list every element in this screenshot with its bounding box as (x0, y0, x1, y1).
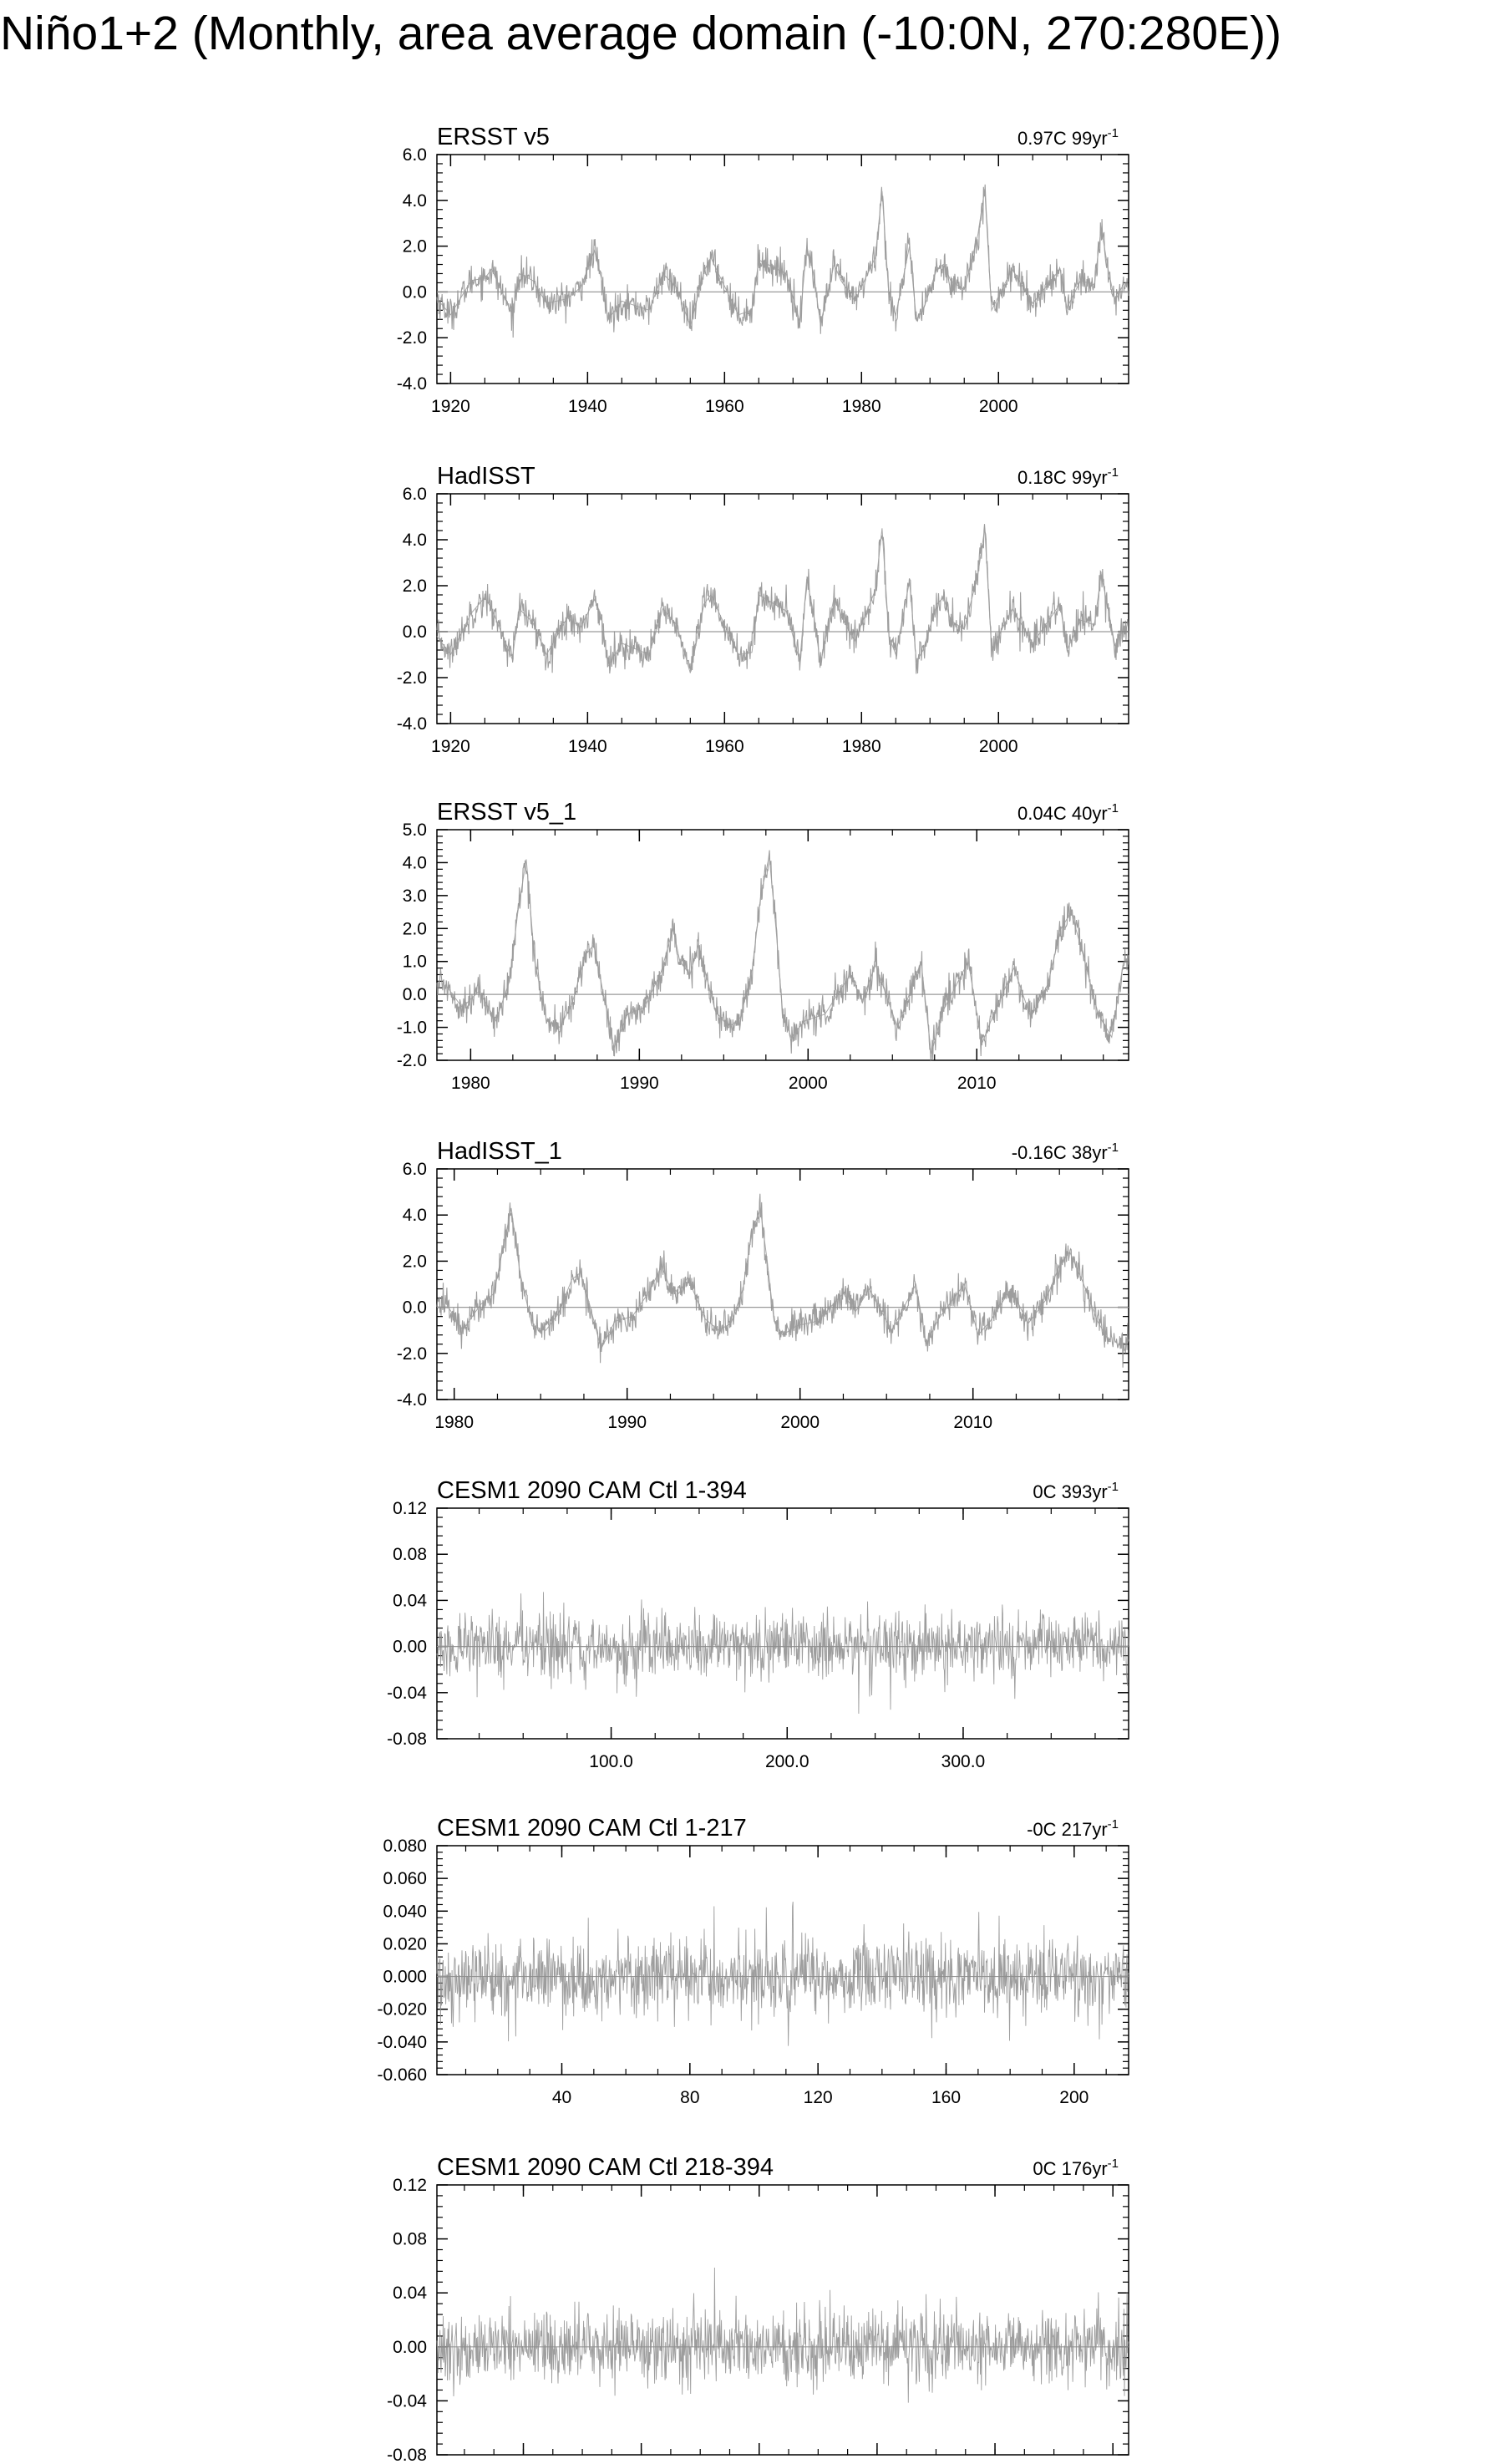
trend-label: 0.18C $99yr^{-1}$ (1018, 465, 1119, 488)
y-tick-label: -4.0 (396, 1390, 427, 1410)
series-line (437, 1194, 1129, 1368)
series-anchor-line (437, 528, 1122, 673)
series-line (437, 2268, 1129, 2403)
x-tick-label: 1920 (431, 737, 470, 756)
y-tick-label: 0.08 (393, 2229, 427, 2249)
y-tick-label: 0.040 (383, 1902, 427, 1922)
trend-label: 0C $393yr^{-1}$ (1033, 1480, 1119, 1502)
panel-title: CESM1 2090 CAM Ctl 1-217 (437, 1815, 747, 1842)
y-tick-label: 0.08 (393, 1545, 427, 1565)
panel-title: HadISST (437, 463, 535, 490)
chart-panel (397, 463, 1129, 756)
y-tick-label: -0.060 (377, 2065, 427, 2085)
x-tick-label: 1940 (567, 397, 607, 416)
x-tick-label: 2000 (788, 1074, 828, 1093)
y-tick-label: 0.020 (383, 1934, 427, 1954)
trend-label: 0C $176yr^{-1}$ (1033, 2157, 1119, 2179)
x-tick-label: 200.0 (764, 1752, 809, 1771)
x-tick-label: 2010 (957, 1074, 997, 1093)
y-tick-label: 2.0 (402, 577, 427, 596)
y-tick-label: 4.0 (402, 531, 427, 550)
y-tick-label: 0.080 (383, 1837, 427, 1856)
trend-label: -0.16C $38yr^{-1}$ (1011, 1141, 1119, 1163)
page-title: Niño1+2 (Monthly, area average domain (-10:0N, 270:280E)) (0, 7, 1282, 60)
x-tick-label: 100.0 (589, 1752, 633, 1771)
y-tick-label: -1.0 (396, 1018, 427, 1038)
y-tick-label: 2.0 (402, 1252, 427, 1272)
plot-frame (437, 2185, 1129, 2455)
y-tick-label: -4.0 (396, 374, 427, 394)
series-line (437, 1902, 1129, 2046)
trend-label: 0.97C $99yr^{-1}$ (1018, 126, 1119, 149)
y-tick-label: -0.04 (387, 2391, 427, 2411)
y-tick-label: -0.040 (377, 2032, 427, 2052)
y-tick-label: 0.060 (383, 1869, 427, 1889)
panel-title: HadISST_1 (437, 1138, 562, 1165)
panel-title: ERSST v5_1 (437, 799, 577, 826)
y-tick-label: -2.0 (396, 1051, 427, 1070)
y-tick-label: 4.0 (402, 1206, 427, 1226)
y-tick-label: 0.04 (393, 1591, 427, 1611)
chart-panel (397, 124, 1129, 416)
x-tick-label: 1980 (841, 737, 881, 756)
trend-label: -0C $217yr^{-1}$ (1027, 1817, 1119, 1840)
panel-title: CESM1 2090 CAM Ctl 218-394 (437, 2154, 774, 2181)
x-tick-label: 1960 (704, 397, 744, 416)
chart-panel (397, 799, 1129, 1093)
series-line (437, 1592, 1129, 1714)
x-tick-label: 2000 (780, 1413, 820, 1432)
y-tick-label: 0.0 (402, 985, 427, 1005)
y-tick-label: 3.0 (402, 886, 427, 906)
y-tick-label: 6.0 (402, 1160, 427, 1179)
y-tick-label: 1.0 (402, 952, 427, 972)
y-tick-label: 0.0 (402, 622, 427, 642)
x-tick-label: 2000 (978, 397, 1018, 416)
chart-panel (387, 1477, 1129, 1771)
chart-panel (377, 1815, 1129, 2107)
x-tick-label: 80 (680, 2088, 700, 2107)
series-line (437, 524, 1129, 673)
x-tick-label: 1980 (434, 1413, 474, 1432)
x-tick-label: 2000 (978, 737, 1018, 756)
x-tick-label: 1980 (451, 1074, 490, 1093)
panel-title: ERSST v5 (437, 124, 550, 150)
series-anchor-line (437, 2218, 1129, 2427)
y-tick-label: 6.0 (402, 485, 427, 504)
y-tick-label: -2.0 (396, 1344, 427, 1364)
chart-panel (387, 2154, 1129, 2464)
x-tick-label: 300.0 (941, 1752, 986, 1771)
y-tick-label: -2.0 (396, 668, 427, 688)
chart-panel (397, 1138, 1129, 1432)
y-tick-label: 0.000 (383, 1967, 427, 1987)
plot-frame (437, 155, 1129, 384)
x-tick-label: 1980 (841, 397, 881, 416)
y-tick-label: -0.020 (377, 1999, 427, 2019)
x-tick-label: 1990 (607, 1413, 647, 1432)
y-tick-label: 2.0 (402, 236, 427, 257)
plot-frame (437, 830, 1129, 1060)
y-tick-label: -0.08 (387, 2446, 427, 2464)
series-anchor-line (445, 856, 1124, 1054)
trend-label: 0.04C $40yr^{-1}$ (1018, 801, 1119, 824)
y-tick-label: 0.04 (393, 2284, 427, 2304)
panel-title: CESM1 2090 CAM Ctl 1-394 (437, 1477, 747, 1504)
y-tick-label: -0.04 (387, 1683, 427, 1703)
x-tick-label: 200 (1059, 2088, 1089, 2107)
x-tick-label: 1990 (619, 1074, 659, 1093)
x-tick-label: 2010 (953, 1413, 993, 1432)
y-tick-label: 0.12 (393, 1499, 427, 1518)
y-tick-label: 6.0 (402, 145, 427, 165)
y-tick-label: 0.00 (393, 1637, 427, 1657)
x-tick-label: 1960 (704, 737, 744, 756)
plot-frame (437, 1169, 1129, 1400)
y-tick-label: -2.0 (396, 328, 427, 348)
series-line (437, 851, 1129, 1061)
y-tick-label: 4.0 (402, 853, 427, 873)
y-tick-label: 0.12 (393, 2176, 427, 2195)
y-tick-label: 0.0 (402, 282, 427, 302)
series-line (437, 185, 1129, 338)
x-tick-label: 40 (551, 2088, 572, 2107)
x-tick-label: 1920 (431, 397, 470, 416)
x-tick-label: 120 (803, 2088, 833, 2107)
y-tick-label: 0.0 (402, 1298, 427, 1318)
y-tick-label: 4.0 (402, 191, 427, 211)
x-tick-label: 160 (931, 2088, 962, 2107)
y-tick-label: 5.0 (402, 820, 427, 840)
y-tick-label: -4.0 (396, 714, 427, 734)
y-tick-label: 2.0 (402, 919, 427, 939)
y-tick-label: 0.00 (393, 2337, 427, 2357)
x-tick-label: 1940 (567, 737, 607, 756)
y-tick-label: -0.08 (387, 1730, 427, 1749)
